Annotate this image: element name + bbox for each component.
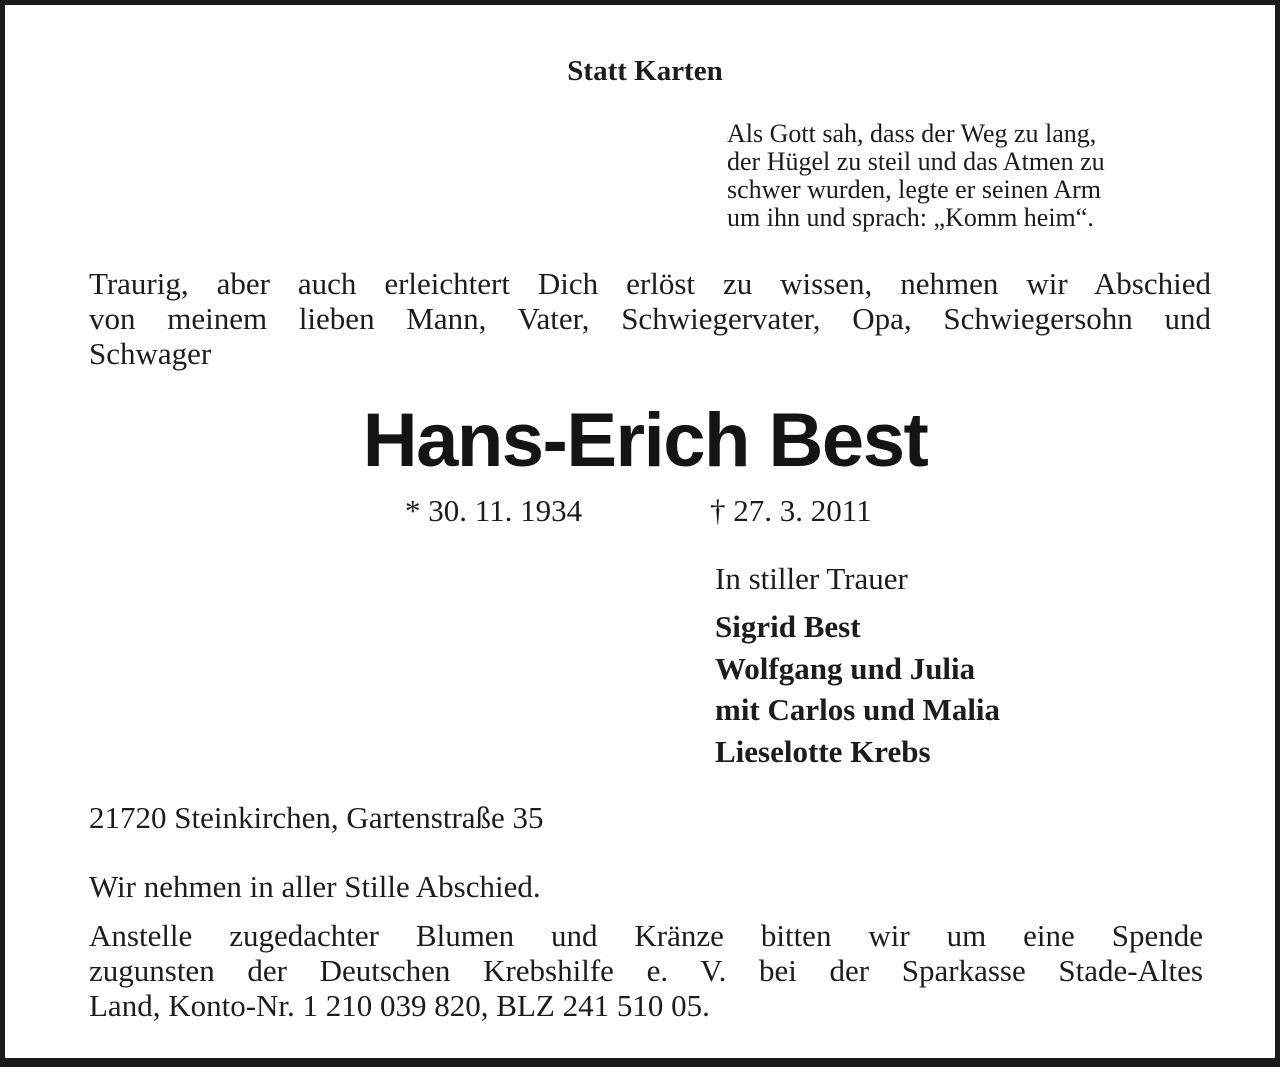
verse-line: um ihn und sprach: „Komm heim“. [727,203,1094,232]
notice-header: Statt Karten [567,55,723,87]
intro-text [89,266,1211,371]
verse-line: der Hügel zu steil und das Atmen zu [727,147,1105,176]
donation-line: Anstelle zugedachter Blumen und Kränze bitten wir um eine Spende [89,918,1203,953]
mourning-intro: In stiller Trauer [715,561,908,596]
birth-date: * 30. 11. 1934 [405,493,583,528]
verse-line: Als Gott sah, dass der Weg zu lang, [727,119,1097,148]
memorial-verse [727,120,1227,232]
mourner-name: Wolfgang und Julia [715,650,976,686]
mourner-name: mit Carlos und Malia [715,692,1001,727]
mourner-name: Sigrid Best [715,609,861,644]
death-date: † 27. 3. 2011 [710,493,872,528]
donation-line: zugunsten der Deutschen Krebshilfe e. V. bei der Sparkasse Stade-Altes [89,953,1203,988]
mourners-list [715,606,1000,772]
verse-line: schwer wurden, legte er seinen Arm [727,175,1101,204]
donation-line: Land, Konto-Nr. 1 210 039 820, BLZ 241 510 05. [89,988,710,1023]
intro-line: Traurig, aber auch erleichtert Dich erlöst zu wissen, nehmen wir Abschied [89,266,1211,301]
mourner-name: Lieselotte Krebs [715,733,931,769]
intro-line: von meinem lieben Mann, Vater, Schwiegervater, Opa, Schwiegersohn und [89,301,1211,336]
farewell-note: Wir nehmen in aller Stille Abschied. [89,869,541,904]
family-address: 21720 Steinkirchen, Gartenstraße 35 [89,800,544,835]
donation-request [89,918,1203,1023]
intro-line: Schwager [89,336,212,371]
deceased-name: Hans-Erich Best [362,398,928,483]
